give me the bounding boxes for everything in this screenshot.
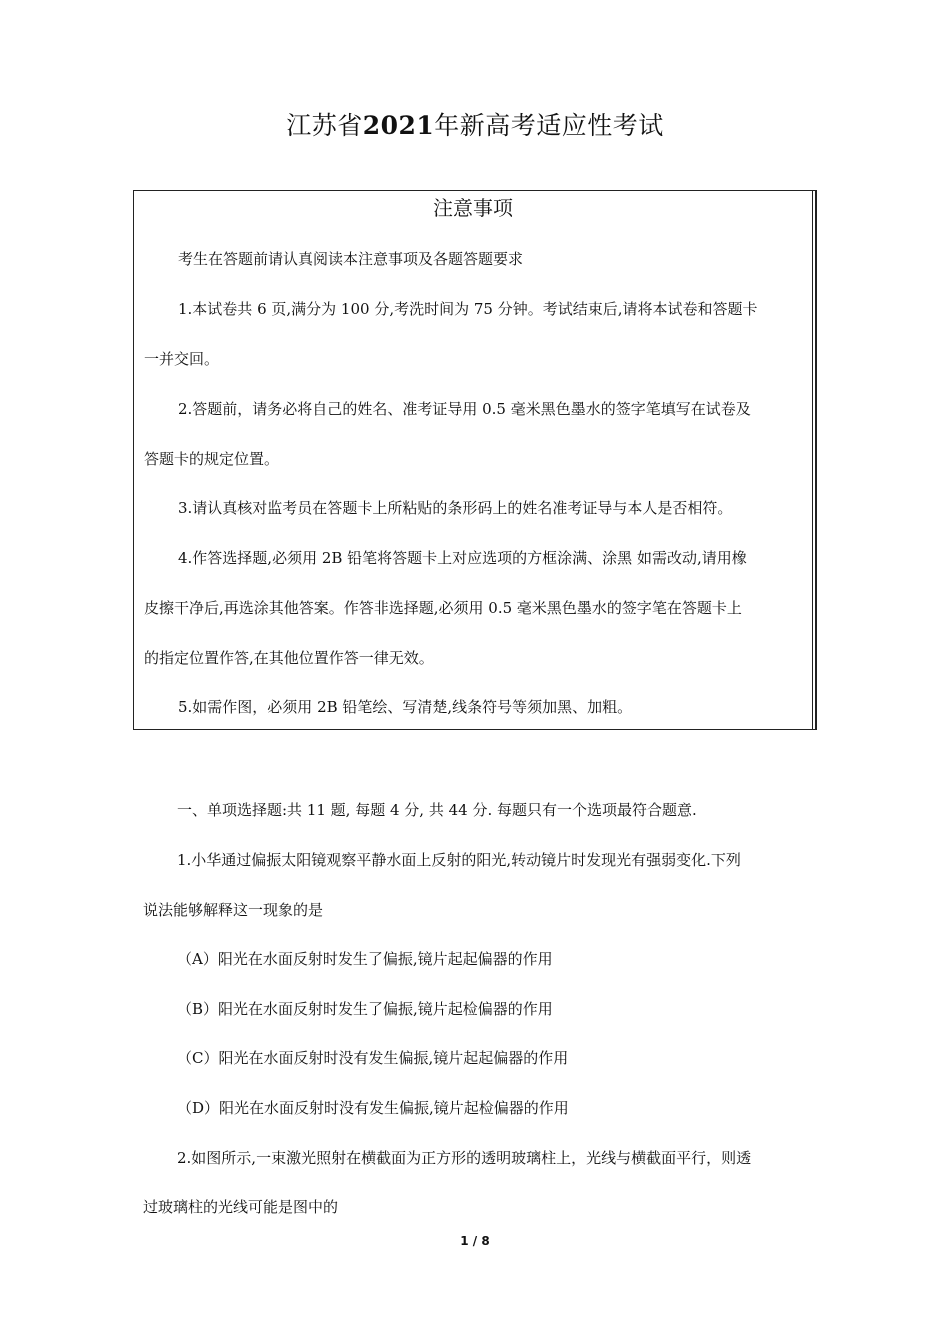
option-d: （D）阳光在水面反射时没有发生偏振,镜片起检偏器的作用	[177, 1099, 569, 1117]
notice-line: 2.答题前，请务必将自己的姓名、准考证导用 0.5 毫米黑色墨水的签字笔填写在试卷及	[178, 400, 751, 418]
question-text: 2.如图所示,一束激光照射在横截面为正方形的透明玻璃柱上，光线与横截面平行，则透	[177, 1149, 752, 1167]
notice-line: 的指定位置作答,在其他位置作答一律无效。	[144, 649, 434, 667]
notice-line: 一并交回。	[144, 350, 220, 368]
notice-line: 答题卡的规定位置。	[144, 450, 280, 468]
notice-line: 3.请认真核对监考员在答题卡上所粘贴的条形码上的姓名准考证导与本人是否相符。	[178, 499, 733, 517]
page-number: 1 / 8	[460, 1234, 490, 1248]
notice-line: 4.作答选择题,必须用 2B 铅笔将答题卡上对应选项的方框涂满、涂黑 如需改动,请用橡	[178, 549, 747, 567]
section-heading: 一、单项选择题:共 11 题, 每题 4 分, 共 44 分. 每题只有一个选项最符合题意.	[177, 801, 697, 819]
title-prefix: 江苏省	[286, 111, 363, 140]
notice-line: 1.本试卷共 6 页,满分为 100 分,考洗时间为 75 分钟。考试结束后,请将本试卷和答题卡	[178, 300, 758, 318]
notice-line: 5.如需作图，必须用 2B 铅笔绘、写清楚,线条符号等须加黑、加粗。	[178, 698, 633, 716]
document-title	[0, 108, 950, 144]
notice-line: 考生在答题前请认真阅读本注意事项及各题答题要求	[178, 250, 524, 268]
title-suffix: 年新高考适应性考试	[434, 111, 664, 140]
title-year: 2021	[362, 111, 435, 140]
option-c: （C）阳光在水面反射时没有发生偏振,镜片起起偏器的作用	[177, 1049, 569, 1067]
option-a: （A）阳光在水面反射时发生了偏振,镜片起起偏器的作用	[177, 950, 553, 968]
option-b: （B）阳光在水面反射时发生了偏振,镜片起检偏器的作用	[177, 1000, 553, 1018]
question-text: 说法能够解释这一现象的是	[143, 901, 324, 919]
notice-line: 皮擦干净后,再选涂其他答案。作答非选择题,必须用 0.5 毫米黑色墨水的签字笔在答题卡上	[144, 599, 742, 617]
question-text: 过玻璃柱的光线可能是图中的	[143, 1198, 339, 1216]
notice-heading: 注意事项	[433, 196, 513, 220]
notice-box	[133, 190, 813, 730]
question-text: 1.小华通过偏振太阳镜观察平静水面上反射的阳光,转动镜片时发现光有强弱变化.下列	[177, 851, 741, 869]
